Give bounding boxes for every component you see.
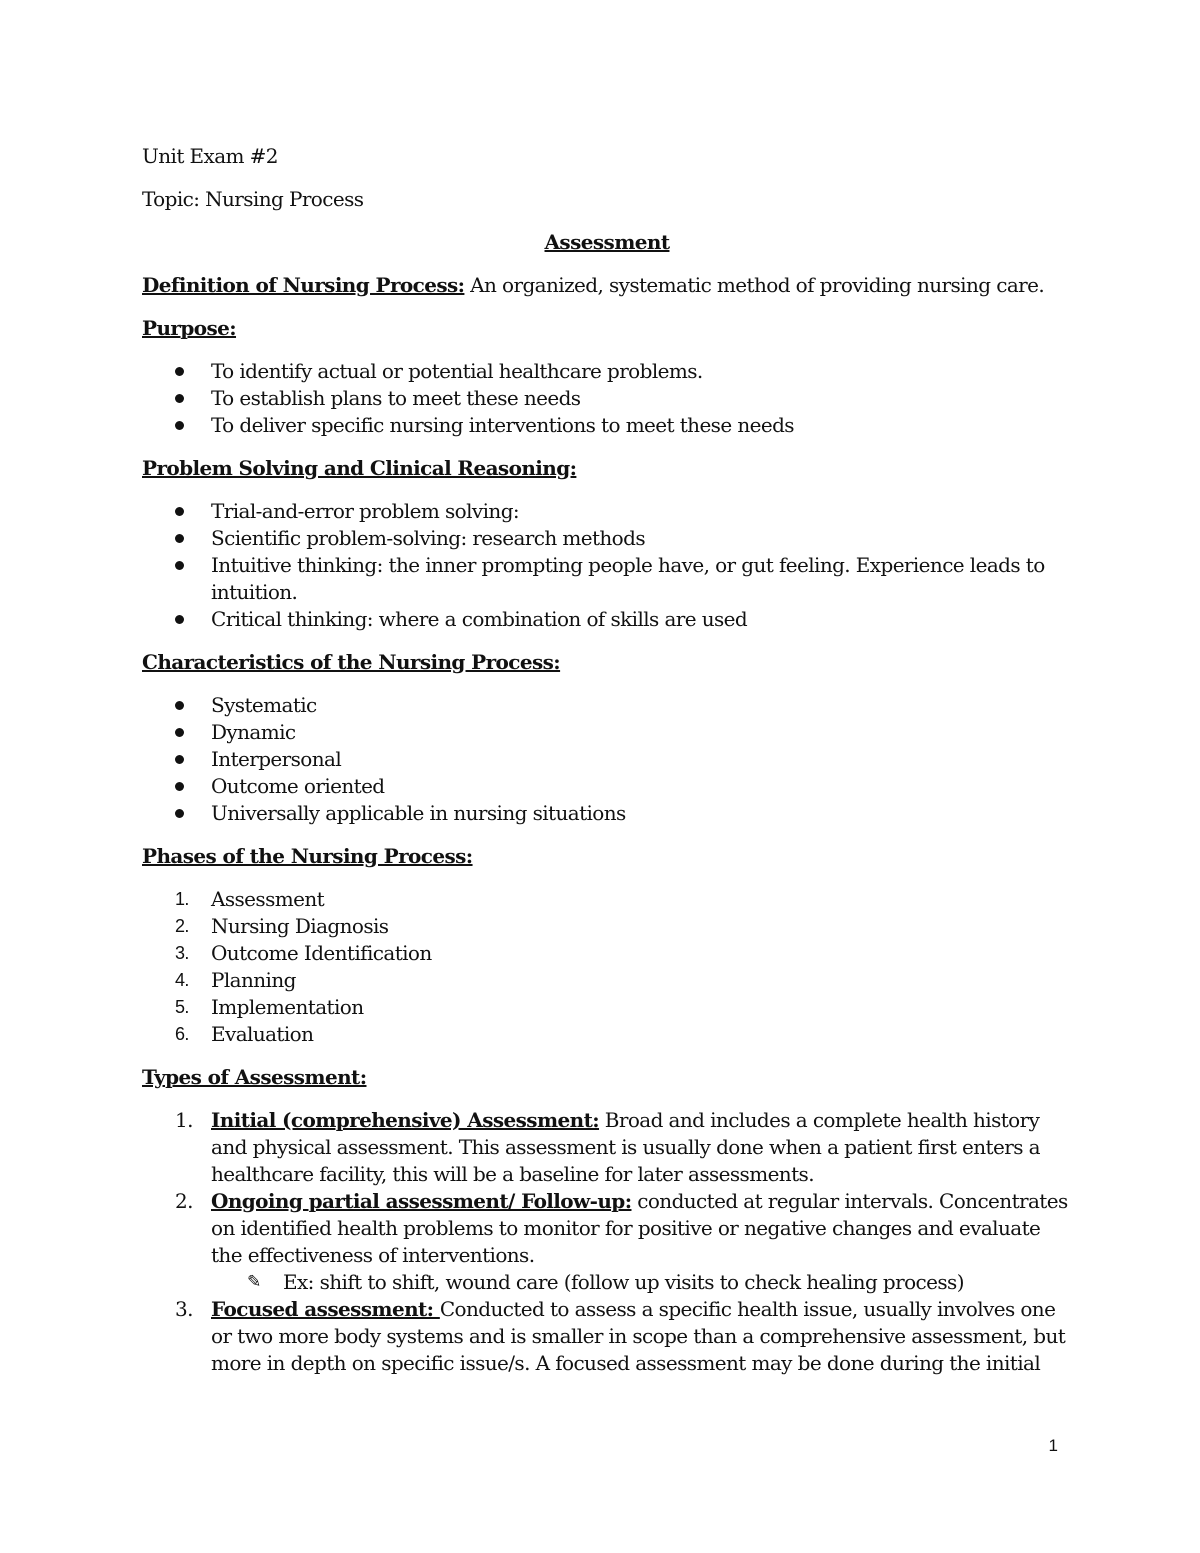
characteristics-list xyxy=(142,692,1072,827)
example-item xyxy=(142,1269,1072,1296)
list-item: 5. Implementation xyxy=(175,995,364,1019)
list-item xyxy=(142,1188,1072,1269)
type-text: conducted at regular intervals. Concentrates on identified health problems to monitor for positive or negative changes and evaluate the effectiveness of interventions. xyxy=(211,1189,1068,1267)
type-label: Initial (comprehensive) Assessment: xyxy=(211,1108,600,1132)
bullet-icon xyxy=(175,507,184,516)
list-item: 6. Evaluation xyxy=(175,1022,314,1046)
topic-line: Topic: Nursing Process xyxy=(142,187,364,211)
problem-solving-heading: Problem Solving and Clinical Reasoning: xyxy=(142,456,577,480)
bullet-icon xyxy=(175,755,184,764)
list-item xyxy=(142,1107,1072,1188)
bullet-icon xyxy=(175,534,184,543)
list-item: Scientific problem-solving: research methods xyxy=(142,525,1072,552)
list-item: Interpersonal xyxy=(142,746,1072,773)
definition-paragraph xyxy=(142,272,1072,299)
characteristics-heading: Characteristics of the Nursing Process: xyxy=(142,650,561,674)
bullet-icon xyxy=(175,809,184,818)
pencil-hand-icon: ✎ xyxy=(247,1272,261,1292)
bullet-icon xyxy=(175,394,184,403)
purpose-list xyxy=(142,358,1072,439)
list-number: 1. xyxy=(175,889,189,909)
list-number: 5. xyxy=(175,997,189,1017)
list-item: Intuitive thinking: the inner prompting people have, or gut feeling. Experience leads to intuition. xyxy=(142,552,1072,606)
types-list xyxy=(142,1107,1072,1377)
list-item: Dynamic xyxy=(142,719,1072,746)
bullet-icon xyxy=(175,561,184,570)
list-number: 3. xyxy=(175,943,189,963)
problem-solving-list xyxy=(142,498,1072,633)
phases-heading: Phases of the Nursing Process: xyxy=(142,844,473,868)
phases-list xyxy=(142,886,1072,1048)
example-text: Ex: shift to shift, wound care (follow up visits to check healing process) xyxy=(283,1270,964,1294)
list-item: 2. Nursing Diagnosis xyxy=(175,914,389,938)
section-title: Assessment xyxy=(544,230,670,254)
unit-line: Unit Exam #2 xyxy=(142,144,278,168)
list-item: To establish plans to meet these needs xyxy=(142,385,1072,412)
types-heading: Types of Assessment: xyxy=(142,1065,367,1089)
list-item: 1. Assessment xyxy=(175,887,325,911)
list-item: Systematic xyxy=(142,692,1072,719)
bullet-icon xyxy=(175,728,184,737)
list-number: 1. xyxy=(175,1108,193,1132)
list-number: 2. xyxy=(175,916,189,936)
type-text: Broad and includes a complete health history and physical assessment. This assessment is usually done when a patient first enters a healthcare facility, this will be a baseline for later assessments. xyxy=(211,1108,1040,1186)
list-item: Outcome oriented xyxy=(142,773,1072,800)
list-number: 2. xyxy=(175,1189,193,1213)
list-item: To deliver specific nursing interventions to meet these needs xyxy=(142,412,1072,439)
purpose-heading: Purpose: xyxy=(142,316,237,340)
list-number: 6. xyxy=(175,1024,189,1044)
bullet-icon xyxy=(175,701,184,710)
list-item: Trial-and-error problem solving: xyxy=(142,498,1072,525)
definition-text: An organized, systematic method of providing nursing care. xyxy=(464,273,1045,297)
type-label: Focused assessment: xyxy=(211,1297,440,1321)
list-item: 4. Planning xyxy=(175,968,296,992)
bullet-icon xyxy=(175,782,184,791)
list-item: Universally applicable in nursing situations xyxy=(142,800,1072,827)
list-item: To identify actual or potential healthcare problems. xyxy=(142,358,1072,385)
list-number: 4. xyxy=(175,970,189,990)
definition-label: Definition of Nursing Process: xyxy=(142,273,465,297)
type-label: Ongoing partial assessment/ Follow-up: xyxy=(211,1189,632,1213)
page-number: 1 xyxy=(1048,1436,1058,1455)
bullet-icon xyxy=(175,615,184,624)
list-item: 3. Outcome Identification xyxy=(175,941,432,965)
list-item xyxy=(142,1296,1072,1377)
list-number: 3. xyxy=(175,1297,193,1321)
bullet-icon xyxy=(175,421,184,430)
list-item: Critical thinking: where a combination of skills are used xyxy=(142,606,1072,633)
bullet-icon xyxy=(175,367,184,376)
document-body xyxy=(142,143,1072,1377)
type-text: Conducted to assess a specific health issue, usually involves one or two more body systems and is smaller in scope than a comprehensive assessment, but more in depth on specific issue/s. A focused assessment may be done during the initial xyxy=(211,1297,1066,1375)
